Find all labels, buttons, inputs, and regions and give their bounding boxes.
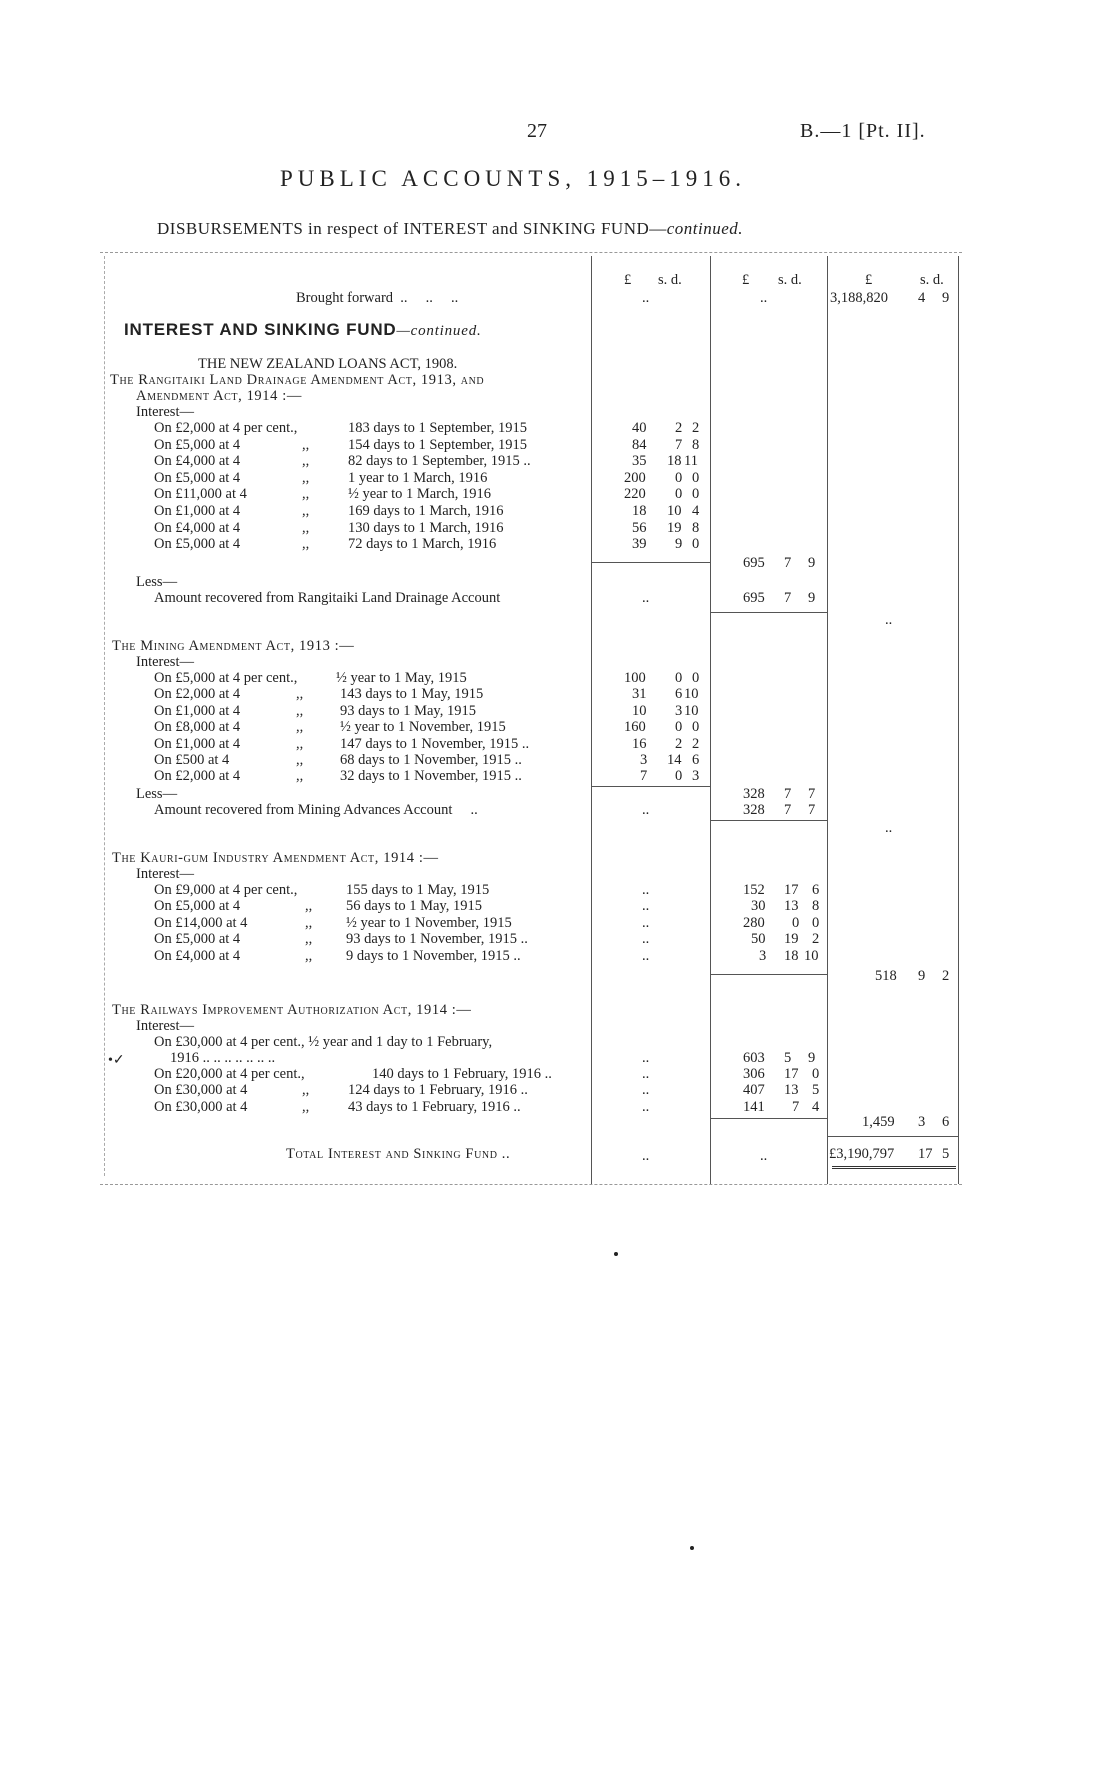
section-heading-main: INTEREST AND SINKING FUND — [124, 320, 397, 339]
nz-loans-col1-rule — [592, 562, 710, 563]
row-pounds: 40 — [632, 420, 647, 436]
row-description: 169 days to 1 March, 1916 — [348, 503, 504, 519]
stray-mark — [690, 1546, 694, 1550]
row-ditto-mark: ,, — [302, 536, 310, 553]
row-pounds: 10 — [632, 702, 647, 719]
row-description: ½ year to 1 May, 1915 — [336, 670, 467, 686]
row-on-text: On £5,000 at 4 — [154, 536, 241, 553]
row-pence: 0 — [692, 469, 700, 486]
row-on-text: On £1,000 at 4 — [154, 503, 241, 519]
row-pounds: 84 — [632, 436, 647, 453]
page-number: 27 — [527, 120, 547, 142]
row-pence: 0 — [692, 536, 700, 553]
row-pence: 10 — [684, 686, 699, 703]
row-on-text: On £30,000 at 4 — [154, 1082, 248, 1099]
row-ditto-mark: ,, — [302, 503, 310, 519]
mining-interest-label: Interest— — [136, 654, 194, 670]
row-pounds: 280 — [743, 914, 765, 931]
row-shillings: 13 — [784, 1082, 799, 1099]
mining-recovered-shillings: 7 — [784, 802, 792, 818]
grand-total-col2: .. — [760, 1148, 768, 1164]
nz-loans-act-line2: Amendment Act, 1914 :— — [136, 388, 302, 404]
nz-loans-interest-label: Interest— — [136, 404, 194, 420]
row-shillings: 18 — [784, 947, 799, 964]
subtitle-main: DISBURSEMENTS in respect of INTEREST and SINKING FUND— — [157, 219, 667, 238]
row-description: ½ year to 1 November, 1915 — [340, 719, 506, 736]
row-col1-dots: .. — [642, 898, 650, 915]
row-shillings: 9 — [675, 536, 683, 553]
row-pence: 6 — [692, 752, 700, 768]
kauri-total-shillings: 9 — [918, 968, 926, 984]
nz-loans-recovered-col1: .. — [642, 590, 650, 606]
row-on-text: On £9,000 at 4 per cent., — [154, 882, 298, 898]
nz-loans-col2-rule — [711, 612, 827, 613]
row-on-text: On £2,000 at 4 — [154, 768, 241, 785]
brought-forward-label: Brought forward .. .. .. — [296, 290, 459, 306]
row-pence: 6 — [812, 882, 820, 898]
grand-total-pence: 5 — [942, 1146, 950, 1162]
nz-loans-recovered-shillings: 7 — [784, 590, 792, 606]
row-pounds: 3 — [759, 947, 767, 964]
row-pence: 11 — [684, 453, 698, 470]
table-top-rule — [100, 252, 962, 253]
row-ditto-mark: ,, — [305, 947, 313, 964]
row-on-text: On £500 at 4 — [154, 752, 230, 768]
col1-pound-header: £ — [624, 272, 632, 288]
column-divider-2 — [710, 256, 711, 1184]
row-description: 147 days to 1 November, 1915 .. — [340, 735, 530, 752]
railways-act-heading: The Railways Improvement Authorization Act, 1914 :— — [112, 1002, 472, 1018]
row-on-text: On £4,000 at 4 — [154, 519, 241, 536]
row-shillings: 0 — [792, 914, 800, 931]
row-description: 56 days to 1 May, 1915 — [346, 898, 482, 915]
row-on-text: On £4,000 at 4 — [154, 453, 241, 470]
nz-loans-recovered-label: Amount recovered from Rangitaiki Land Drainage Account — [154, 590, 501, 606]
mining-col1-rule — [592, 786, 710, 787]
brought-forward-pounds: 3,188,820 — [830, 290, 888, 306]
subtitle-italic: continued. — [666, 219, 744, 238]
row-description: 154 days to 1 September, 1915 — [348, 436, 528, 453]
row-on-text: On £11,000 at 4 — [154, 486, 247, 503]
row-col1-dots: .. — [642, 1098, 650, 1115]
row-pounds: 39 — [632, 536, 647, 553]
row-on-text: On £5,000 at 4 — [154, 898, 241, 915]
row-description: 93 days to 1 May, 1915 — [340, 702, 476, 719]
nz-loans-subtotal-pounds: 695 — [743, 555, 765, 571]
row-col1-dots: .. — [642, 914, 650, 931]
col2-pound-header: £ — [742, 272, 750, 288]
column-divider-1 — [591, 256, 592, 1184]
document-reference: B.—1 [Pt. II]. — [800, 120, 926, 142]
kauri-act-heading: The Kauri-gum Industry Amendment Act, 1914 :— — [112, 850, 439, 866]
row-description: 82 days to 1 September, 1915 .. — [348, 453, 531, 470]
row-pence: 0 — [812, 1066, 820, 1082]
brought-forward-shillings: 4 — [918, 290, 926, 306]
row-shillings: 0 — [675, 469, 683, 486]
row-pence: 2 — [812, 931, 820, 948]
row-on-text: On £4,000 at 4 — [154, 947, 241, 964]
kauri-total-pence: 2 — [942, 968, 950, 984]
row-col1-dots: .. — [642, 947, 650, 964]
railways-interest-label: Interest— — [136, 1018, 194, 1034]
nz-loans-heading: THE NEW ZEALAND LOANS ACT, 1908. — [198, 356, 458, 372]
row-col1-dots: .. — [642, 1082, 650, 1099]
row-on-text: On £20,000 at 4 per cent., — [154, 1066, 305, 1082]
mining-recovered-label: Amount recovered from Mining Advances Account .. — [154, 802, 478, 818]
row-ditto-mark: ,, — [302, 1098, 310, 1115]
row-pence: 3 — [692, 768, 700, 785]
row-description: 32 days to 1 November, 1915 .. — [340, 768, 522, 785]
brought-forward-pence: 9 — [942, 290, 950, 306]
row-ditto-mark: ,, — [296, 752, 304, 768]
grand-total-shillings: 17 — [918, 1146, 933, 1162]
col1-sd-header: s. d. — [658, 272, 682, 288]
mining-net-col3: .. — [885, 820, 893, 836]
row-description: 130 days to 1 March, 1916 — [348, 519, 504, 536]
row-description: 1 year to 1 March, 1916 — [348, 469, 488, 486]
row-shillings: 6 — [675, 686, 683, 703]
col3-sd-header: s. d. — [920, 272, 944, 288]
row-description: 9 days to 1 November, 1915 .. — [346, 947, 521, 964]
row-description: 183 days to 1 September, 1915 — [348, 420, 528, 436]
row-ditto-mark: ,, — [296, 686, 304, 703]
brought-forward-text: Brought forward — [296, 290, 394, 306]
row-pence: 4 — [812, 1098, 820, 1115]
railways-total-pence: 6 — [942, 1114, 950, 1130]
row-pounds: 50 — [751, 931, 766, 948]
row-shillings: 19 — [667, 519, 682, 536]
brought-forward-col2: .. — [760, 290, 768, 306]
kauri-col2-rule — [711, 974, 827, 975]
row-shillings: 13 — [784, 898, 799, 915]
mining-less-label: Less— — [136, 786, 178, 802]
row-pence: 4 — [692, 503, 700, 519]
row-description: 93 days to 1 November, 1915 .. — [346, 931, 528, 948]
row-on-text: On £14,000 at 4 — [154, 914, 248, 931]
railways-total-shillings: 3 — [918, 1114, 926, 1130]
table-right-border — [958, 256, 959, 1184]
row-pounds: 16 — [632, 735, 647, 752]
row-on-text: On £2,000 at 4 — [154, 686, 241, 703]
row-pounds: 56 — [632, 519, 647, 536]
railways-row1-line2: 1916 .. .. .. .. .. .. .. — [170, 1050, 276, 1066]
row-on-text: On £5,000 at 4 — [154, 931, 241, 948]
page-title: PUBLIC ACCOUNTS, 1915–1916. — [280, 166, 746, 191]
row-col1-dots: .. — [642, 882, 650, 898]
stray-mark — [614, 1252, 618, 1256]
row-on-text: On £5,000 at 4 per cent., — [154, 670, 298, 686]
row-pence: 2 — [692, 735, 700, 752]
grand-total-col1: .. — [642, 1148, 650, 1164]
row-shillings: 2 — [675, 735, 683, 752]
row-shillings: 19 — [784, 931, 799, 948]
row-col1-dots: .. — [642, 931, 650, 948]
row-pounds: 31 — [632, 686, 647, 703]
nz-loans-subtotal-shillings: 7 — [784, 555, 792, 571]
railways-col2-rule — [711, 1118, 827, 1119]
row-pounds: 141 — [743, 1098, 765, 1115]
row-pence: 0 — [692, 719, 700, 736]
row-shillings: 10 — [667, 503, 682, 519]
row-ditto-mark: ,, — [302, 436, 310, 453]
row-shillings: 7 — [675, 436, 683, 453]
col2-sd-header: s. d. — [778, 272, 802, 288]
nz-loans-recovered-pence: 9 — [808, 590, 816, 606]
row-description: 140 days to 1 February, 1916 .. — [372, 1066, 552, 1082]
railways-row1-pence: 9 — [808, 1050, 816, 1066]
grand-total-double-rule — [832, 1166, 956, 1169]
row-pounds: 220 — [624, 486, 646, 503]
railways-row1-pounds: 603 — [743, 1050, 765, 1066]
row-ditto-mark: ,, — [302, 519, 310, 536]
row-description: 155 days to 1 May, 1915 — [346, 882, 490, 898]
mining-recovered-col1: .. — [642, 802, 650, 818]
row-description: 72 days to 1 March, 1916 — [348, 536, 497, 553]
row-pounds: 100 — [624, 670, 646, 686]
row-pence: 5 — [812, 1082, 820, 1099]
row-description: ½ year to 1 November, 1915 — [346, 914, 512, 931]
row-pence: 0 — [812, 914, 820, 931]
row-pence: 0 — [692, 670, 700, 686]
row-ditto-mark: ,, — [305, 931, 313, 948]
row-shillings: 0 — [675, 486, 683, 503]
row-description: 143 days to 1 May, 1915 — [340, 686, 484, 703]
row-ditto-mark: ,, — [305, 914, 313, 931]
row-ditto-mark: ,, — [302, 453, 310, 470]
row-shillings: 17 — [784, 1066, 799, 1082]
nz-loans-net-col3: .. — [885, 612, 893, 628]
column-divider-3 — [827, 256, 828, 1184]
nz-loans-less-label: Less— — [136, 574, 178, 590]
row-pence: 8 — [812, 898, 820, 915]
row-on-text: On £1,000 at 4 — [154, 702, 241, 719]
row-shillings: 14 — [667, 752, 682, 768]
row-pounds: 30 — [751, 898, 766, 915]
nz-loans-act-line1: The Rangitaiki Land Drainage Amendment Act, 1913, and — [110, 372, 485, 388]
row-pounds: 3 — [640, 752, 648, 768]
row-ditto-mark: ,, — [296, 719, 304, 736]
row-on-text: On £30,000 at 4 — [154, 1098, 248, 1115]
row-shillings: 7 — [792, 1098, 800, 1115]
row-ditto-mark: ,, — [296, 735, 304, 752]
grand-total-label: Total Interest and Sinking Fund .. — [286, 1146, 511, 1162]
mining-col2-rule — [711, 820, 827, 821]
row-pence: 8 — [692, 519, 700, 536]
row-ditto-mark: ,, — [302, 486, 310, 503]
kauri-interest-label: Interest— — [136, 866, 194, 882]
mining-subtotal-pounds: 328 — [743, 786, 765, 802]
margin-mark: •✓ — [108, 1053, 125, 1068]
row-pounds: 7 — [640, 768, 648, 785]
row-description: ½ year to 1 March, 1916 — [348, 486, 491, 503]
brought-forward-col1: .. — [642, 290, 650, 306]
row-pounds: 18 — [632, 503, 647, 519]
mining-subtotal-shillings: 7 — [784, 786, 792, 802]
row-on-text: On £5,000 at 4 — [154, 436, 241, 453]
railways-row1-shillings: 5 — [784, 1050, 792, 1066]
row-pounds: 306 — [743, 1066, 765, 1082]
grand-total-pounds: £3,190,797 — [829, 1146, 895, 1162]
row-on-text: On £1,000 at 4 — [154, 735, 241, 752]
railways-row1-col1: .. — [642, 1050, 650, 1066]
railways-row1-line1: On £30,000 at 4 per cent., ½ year and 1 day to 1 February, — [154, 1034, 493, 1050]
row-ditto-mark: ,, — [305, 898, 313, 915]
row-description: 68 days to 1 November, 1915 .. — [340, 752, 522, 768]
table-bottom-rule — [100, 1184, 962, 1185]
row-pounds: 35 — [632, 453, 647, 470]
row-pounds: 200 — [624, 469, 646, 486]
mining-recovered-pence: 7 — [808, 802, 816, 818]
nz-loans-subtotal-pence: 9 — [808, 555, 816, 571]
row-pence: 10 — [684, 702, 699, 719]
row-pounds: 407 — [743, 1082, 765, 1099]
row-shillings: 17 — [784, 882, 799, 898]
kauri-total-pounds: 518 — [875, 968, 897, 984]
row-ditto-mark: ,, — [296, 768, 304, 785]
row-pence: 2 — [692, 420, 700, 436]
row-shillings: 0 — [675, 670, 683, 686]
mining-recovered-pounds: 328 — [743, 802, 765, 818]
row-shillings: 0 — [675, 719, 683, 736]
row-shillings: 18 — [667, 453, 682, 470]
row-pence: 0 — [692, 486, 700, 503]
table-left-border — [104, 256, 105, 1176]
row-description: 43 days to 1 February, 1916 .. — [348, 1098, 521, 1115]
section-heading — [124, 322, 482, 339]
row-description: 124 days to 1 February, 1916 .. — [348, 1082, 528, 1099]
row-shillings: 2 — [675, 420, 683, 436]
row-ditto-mark: ,, — [296, 702, 304, 719]
row-on-text: On £2,000 at 4 per cent., — [154, 420, 298, 436]
row-pence: 10 — [804, 947, 819, 964]
row-ditto-mark: ,, — [302, 1082, 310, 1099]
mining-act-heading: The Mining Amendment Act, 1913 :— — [112, 638, 355, 654]
mining-recovered-text: Amount recovered from Mining Advances Account — [154, 802, 453, 818]
row-pounds: 160 — [624, 719, 646, 736]
nz-loans-recovered-pounds: 695 — [743, 590, 765, 606]
row-shillings: 0 — [675, 768, 683, 785]
railways-total-pounds: 1,459 — [862, 1114, 895, 1130]
col3-subtotal-rule — [828, 1136, 958, 1137]
row-col1-dots: .. — [642, 1066, 650, 1082]
page-subtitle — [157, 219, 743, 239]
row-shillings: 3 — [675, 702, 683, 719]
section-heading-italic: —continued. — [396, 323, 482, 339]
mining-subtotal-pence: 7 — [808, 786, 816, 802]
row-on-text: On £8,000 at 4 — [154, 719, 241, 736]
col3-pound-header: £ — [865, 272, 873, 288]
row-pence: 8 — [692, 436, 700, 453]
row-ditto-mark: ,, — [302, 469, 310, 486]
row-pounds: 152 — [743, 882, 765, 898]
row-on-text: On £5,000 at 4 — [154, 469, 241, 486]
